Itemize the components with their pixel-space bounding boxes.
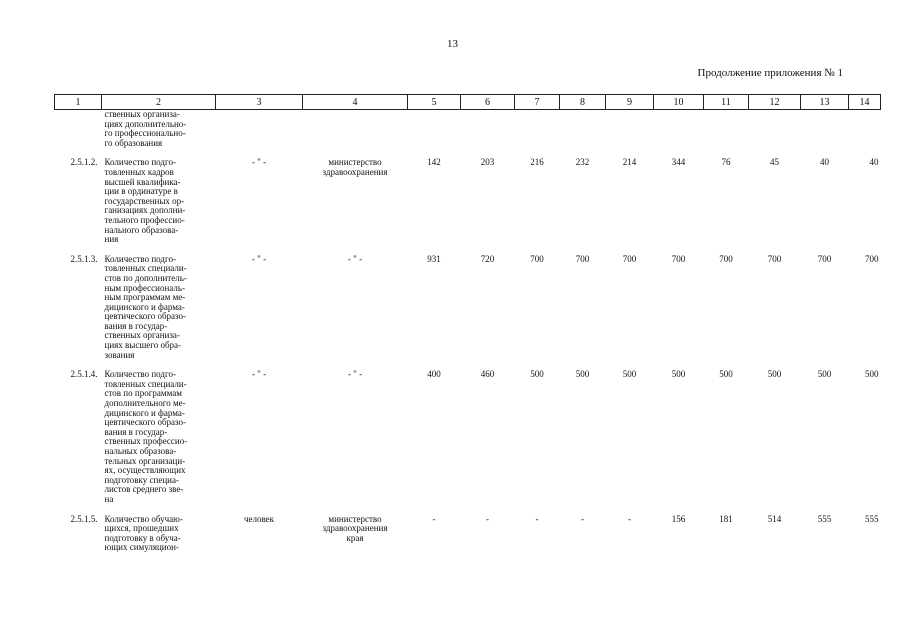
indicator-name [102,255,216,371]
value-cell [515,110,560,159]
value-cell: 142 [427,157,441,168]
cell-line: нальных образова- [104,446,177,456]
column-header-9: 9 [606,95,654,110]
value-cell: 700 [575,253,590,264]
row-number [55,110,102,159]
value-cell: 555 [817,513,832,524]
value-cell: 214 [622,157,637,168]
column-header-6: 6 [461,95,515,110]
value-cell [408,110,461,159]
value-cell: 500 [865,369,879,380]
cell-line: высшей квалифика- [104,176,181,187]
value-cell: 720 [480,253,495,264]
column-header-3: 3 [216,95,303,110]
cell-line: цевтического образо- [104,417,187,428]
column-header-12: 12 [749,95,801,110]
unit-of-measure [216,515,303,563]
cell-line: циях высшего обра- [104,340,182,351]
responsible-body [303,158,408,254]
cell-line: ственных организа- [104,330,180,341]
column-header-11: 11 [704,95,749,110]
cell-line: - " - [251,157,267,168]
value-cell [560,110,606,159]
unit-of-measure [216,255,303,371]
value-cell: 500 [719,369,733,380]
cell-line: циях дополнительно- [104,118,187,129]
table-row [55,370,881,514]
cell-line: - " - [347,253,363,264]
value-cell: 460 [480,369,495,380]
value-cell: 700 [767,253,782,264]
cell-line: стов по программам [104,388,182,399]
cell-line: человек [243,513,275,524]
column-header-13: 13 [801,95,849,110]
cell-line: здравоохранения [322,166,388,177]
value-cell: - [432,513,436,524]
cell-line: ции в ординатуре в [104,186,178,197]
cell-line: товленных кадров [104,166,174,177]
cell-line: вания в государ- [104,426,168,437]
cell-line: щихся, прошедших [104,523,179,534]
value-cell: 181 [719,513,733,524]
cell-line: товленных специали- [104,263,187,274]
value-cell: - [486,513,489,524]
table-body [55,110,881,563]
indicators-table [54,94,881,563]
value-cell [849,110,881,159]
cell-line: здравоохранения [322,523,388,534]
cell-line: цевтического образо- [104,311,187,322]
value-cell: 500 [767,369,782,380]
value-cell: 700 [622,253,637,264]
row-number: 2.5.1.3. [70,253,98,264]
value-cell: 500 [575,369,590,380]
table-row [55,158,881,254]
responsible-body [303,515,408,563]
column-header-14: 14 [849,95,881,110]
row-number: 2.5.1.5. [70,513,98,524]
value-cell: - [535,513,539,524]
value-cell: 500 [530,369,544,380]
value-cell: - [628,513,631,524]
value-cell: 76 [721,157,731,168]
value-cell: 344 [671,157,686,168]
cell-line: дицинского и фарма- [104,407,185,418]
value-cell: 40 [869,157,879,168]
value-cell: 216 [530,157,544,168]
responsible-body [303,370,408,514]
column-header-8: 8 [560,95,606,110]
cell-line: го образования [104,137,163,148]
value-cell: 400 [427,369,441,380]
cell-line: Количество подго- [104,157,176,168]
responsible-body [303,110,408,159]
value-cell: 555 [865,513,879,524]
column-header-7: 7 [515,95,560,110]
value-cell [801,110,849,159]
column-header-4: 4 [303,95,408,110]
value-cell: 700 [671,253,686,264]
row-number: 2.5.1.2. [70,157,98,168]
cell-line: Количество подго- [104,253,176,264]
value-cell: 700 [530,253,544,264]
cell-line: ным профессиональ- [104,282,185,293]
cell-line: нального образова- [104,224,179,235]
responsible-body [303,255,408,371]
column-header-5: 5 [408,95,461,110]
cell-line: ющих симуляцион- [104,542,179,553]
cell-line: ях, осуществляющих [104,465,186,476]
cell-line: - " - [347,369,363,380]
column-header-2: 2 [102,95,216,110]
cell-line: листов среднего зве- [104,484,184,495]
table-row [55,110,881,159]
cell-line: на [104,493,114,504]
page-number: 13 [447,38,458,50]
indicator-name [102,158,216,254]
value-cell: 232 [575,157,590,168]
value-cell: 931 [427,253,441,264]
table-row [55,515,881,563]
value-cell: 514 [767,513,782,524]
value-cell: 156 [671,513,686,524]
cell-line: дицинского и фарма- [104,301,185,312]
row-number: 2.5.1.4. [70,369,98,380]
cell-line: вания в государ- [104,320,168,331]
cell-line: товленных специали- [104,378,187,389]
cell-line: подготовку специа- [104,474,179,485]
cell-line: - " - [251,253,267,264]
value-cell: 40 [820,157,829,168]
value-cell [654,110,704,159]
indicator-name [102,515,216,563]
cell-line: ственных организа- [104,109,180,119]
cell-line: го профессионально- [104,128,186,139]
value-cell: 45 [770,157,779,168]
value-cell [704,110,749,159]
cell-line: ственных профессио- [104,436,188,447]
cell-line: ным программам ме- [104,292,186,303]
cell-line: ния [104,234,119,245]
value-cell [606,110,654,159]
cell-line: министерство [328,157,382,168]
unit-of-measure [216,158,303,254]
value-cell: 700 [865,253,879,264]
value-cell [461,110,515,159]
cell-line: тельных организаци- [104,455,186,466]
cell-line: Количество обучаю- [104,513,183,524]
value-cell: 203 [480,157,495,168]
cell-line: тельного профессио- [104,214,185,225]
unit-of-measure [216,110,303,159]
cell-line: - " - [251,369,267,380]
value-cell [749,110,801,159]
cell-line: ганизациях дополни- [104,205,186,216]
cell-line: Количество подго- [104,369,176,380]
value-cell: 500 [817,369,832,380]
cell-line: подготовку в обуча- [104,532,181,543]
cell-line: государственных ор- [104,195,185,206]
cell-line: зования [104,349,135,360]
cell-line: края [346,532,364,543]
value-cell: 700 [817,253,832,264]
column-header-1: 1 [55,95,102,110]
value-cell: - [581,513,584,524]
column-header-10: 10 [654,95,704,110]
unit-of-measure [216,370,303,514]
header-row [55,95,881,110]
cell-line: дополнительного ме- [104,398,186,409]
value-cell: 700 [719,253,733,264]
continuation-label: Продолжение приложения № 1 [697,67,843,79]
value-cell: 500 [622,369,637,380]
table-row [55,255,881,371]
indicator-name [102,370,216,514]
value-cell: 500 [671,369,686,380]
cell-line: стов по дополнитель- [104,272,187,283]
indicator-name [102,110,216,159]
cell-line: министерство [328,513,382,524]
